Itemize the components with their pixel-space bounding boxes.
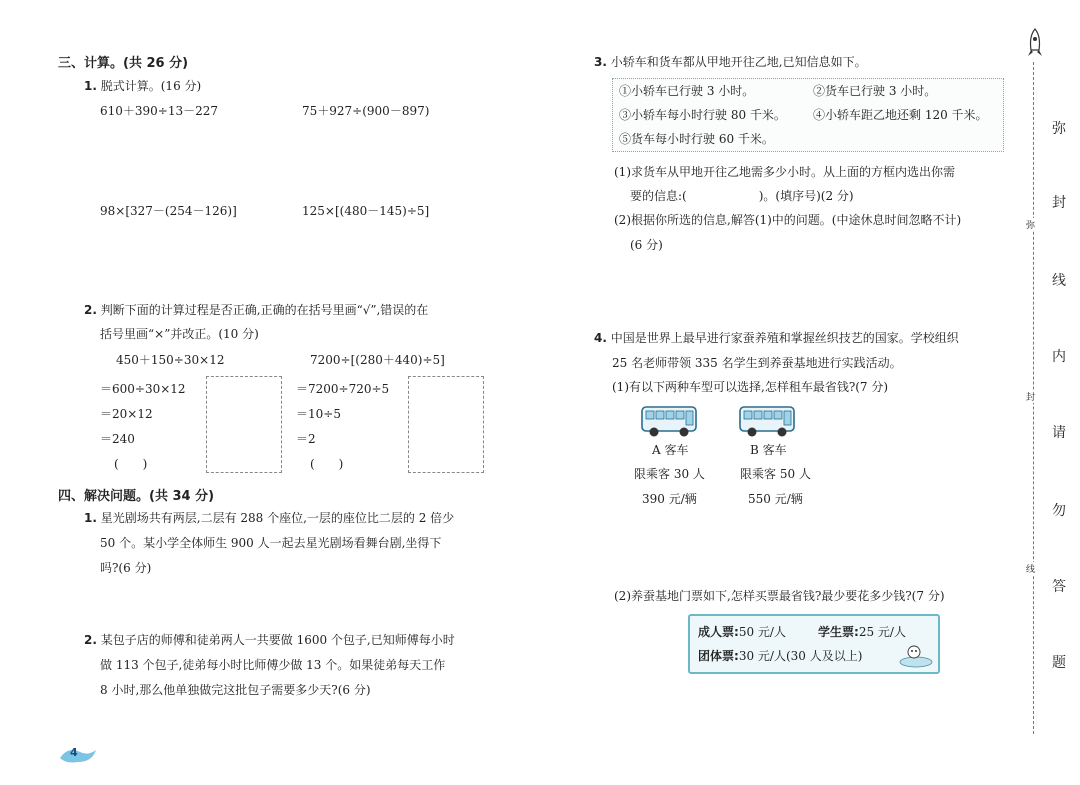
bus-a-price: 390 元/辆 <box>642 492 697 506</box>
ticket-board <box>688 614 940 674</box>
expression-4: 125×[(480－145)÷5] <box>302 204 430 218</box>
info-item-2: ②货车已行驶 3 小时。 <box>813 84 937 98</box>
student-ticket-price: 25 元/人 <box>858 625 906 639</box>
wave-icon <box>58 744 98 766</box>
seal-char: 勿 <box>1052 503 1066 519</box>
info-item-5: ⑤货车每小时行驶 60 千米。 <box>619 132 774 146</box>
correction-box-b[interactable] <box>408 376 484 473</box>
question-line: 吗?(6 分) <box>100 561 152 575</box>
info-item-4: ④小轿车距乙地还剩 120 千米。 <box>813 108 988 122</box>
question-number: 2. <box>84 633 97 647</box>
question-2 <box>84 302 428 318</box>
seal-small-char: 弥 <box>1026 218 1035 231</box>
calc-a-line-3: ＝20×12 <box>100 407 153 421</box>
seal-char: 弥 <box>1052 121 1066 137</box>
judge-bracket-a[interactable]: ( ) <box>114 457 148 471</box>
adult-ticket <box>698 624 786 640</box>
bus-a-name: A 客车 <box>652 443 689 457</box>
bus-b-price: 550 元/辆 <box>748 492 803 506</box>
group-ticket <box>698 648 862 664</box>
question-line: (2)根据你所选的信息,解答(1)中的问题。(中途休息时间忽略不计) <box>614 213 962 227</box>
question-line: (1)有以下两种车型可以选择,怎样租车最省钱?(7 分) <box>612 380 889 394</box>
calc-b-line-4: ＝2 <box>296 432 316 446</box>
seal-char: 线 <box>1052 273 1066 289</box>
student-ticket <box>818 624 906 640</box>
judge-bracket-b[interactable]: ( ) <box>310 457 344 471</box>
question-number: 3. <box>594 55 607 69</box>
seal-small-char: 封 <box>1026 390 1035 403</box>
calc-a-line-4: ＝240 <box>100 432 135 446</box>
cartoon-icon <box>898 642 934 668</box>
adult-ticket-price: 50 元/人 <box>738 625 786 639</box>
calc-b-line-3: ＝10÷5 <box>296 407 341 421</box>
problem-1 <box>84 510 454 526</box>
page-number-badge <box>58 744 98 766</box>
question-number: 4. <box>594 331 607 345</box>
page-number: 4 <box>70 746 78 759</box>
info-item-3: ③小轿车每小时行驶 80 千米。 <box>619 108 786 122</box>
question-line: (6 分) <box>630 238 663 252</box>
question-3 <box>594 54 867 70</box>
question-line: 判断下面的计算过程是否正确,正确的在括号里画“√”,错误的在 <box>100 303 429 317</box>
question-line: (1)求货车从甲地开往乙地需多少小时。从上面的方框内选出你需 <box>614 165 956 179</box>
question-4 <box>594 330 959 346</box>
question-line: 25 名老师带领 335 名学生到养蚕基地进行实践活动。 <box>612 356 902 370</box>
question-line: 要的信息:( )。(填序号)(2 分) <box>630 189 854 203</box>
question-number: 1. <box>84 79 97 93</box>
expression-2: 75＋927÷(900－897) <box>302 104 430 118</box>
student-ticket-label: 学生票: <box>818 625 859 639</box>
question-number: 2. <box>84 303 97 317</box>
adult-ticket-label: 成人票: <box>698 625 739 639</box>
rocket-icon <box>1027 28 1043 60</box>
problem-2 <box>84 632 455 648</box>
section-4-title: 四、解决问题。(共 34 分) <box>58 489 215 504</box>
group-ticket-price: 30 元/人(30 人及以上) <box>738 649 863 663</box>
group-ticket-label: 团体票: <box>698 649 739 663</box>
seal-char: 封 <box>1052 195 1066 211</box>
bus-b-name: B 客车 <box>750 443 787 457</box>
expression-1: 610＋390÷13－227 <box>100 104 219 118</box>
section-3-title: 三、计算。(共 26 分) <box>58 56 189 71</box>
calc-b-line-1: 7200÷[(280＋440)÷5] <box>310 353 445 367</box>
question-line: 括号里画“×”并改正。(10 分) <box>100 327 259 341</box>
question-line: (2)养蚕基地门票如下,怎样买票最省钱?最少要花多少钱?(7 分) <box>614 589 945 603</box>
question-line: 8 小时,那么他单独做完这批包子需要多少天?(6 分) <box>100 683 371 697</box>
correction-box-a[interactable] <box>206 376 282 473</box>
expression-3: 98×[327－(254－126)] <box>100 204 237 218</box>
calc-a-line-2: ＝600÷30×12 <box>100 382 186 396</box>
question-line: 做 113 个包子,徒弟每小时比师傅少做 13 个。如果徒弟每天工作 <box>100 658 446 672</box>
question-line: 中国是世界上最早进行家蚕养殖和掌握丝织技艺的国家。学校组织 <box>610 331 959 345</box>
seal-char: 题 <box>1052 655 1066 671</box>
info-item-1: ①小轿车已行驶 3 小时。 <box>619 84 755 98</box>
bus-a-capacity: 限乘客 30 人 <box>634 467 705 481</box>
calc-b-line-2: ＝7200÷720÷5 <box>296 382 390 396</box>
bus-a-icon <box>640 404 700 438</box>
question-title: 小轿车和货车都从甲地开往乙地,已知信息如下。 <box>610 55 867 69</box>
bus-b-icon <box>738 404 798 438</box>
seal-char: 请 <box>1052 425 1066 441</box>
question-number: 1. <box>84 511 97 525</box>
question-line: 星光剧场共有两层,二层有 288 个座位,一层的座位比二层的 2 倍少 <box>100 511 455 525</box>
seal-char: 答 <box>1052 579 1066 595</box>
seal-char: 内 <box>1052 349 1066 365</box>
question-title: 脱式计算。(16 分) <box>100 79 202 93</box>
question-line: 50 个。某小学全体师生 900 人一起去星光剧场看舞台剧,坐得下 <box>100 536 442 550</box>
question-line: 某包子店的师傅和徒弟两人一共要做 1600 个包子,已知师傅每小时 <box>100 633 455 647</box>
seal-small-char: 线 <box>1026 562 1035 575</box>
question-1 <box>84 78 201 94</box>
info-box <box>612 78 1004 152</box>
calc-a-line-1: 450＋150÷30×12 <box>116 353 225 367</box>
bus-b-capacity: 限乘客 50 人 <box>740 467 811 481</box>
